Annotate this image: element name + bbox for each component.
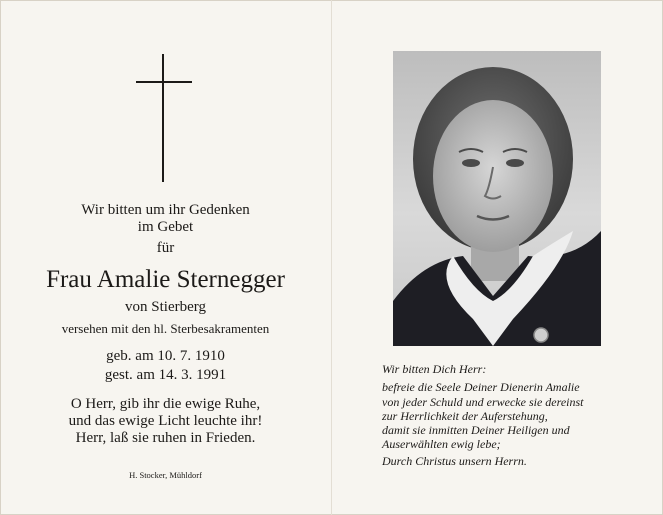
death-date: gest. am 14. 3. 1991 (104, 367, 227, 383)
blessing-line: und das ewige Licht leuchte ihr! (68, 413, 263, 429)
sacraments-line: versehen mit den hl. Sterbesakramenten (61, 321, 270, 336)
cross-icon (136, 54, 192, 182)
prayer-line: von jeder Schuld und erwecke sie dereinst (382, 395, 584, 409)
card-fold-line (331, 0, 332, 515)
prayer-line: Auserwählten ewig lebe; (382, 437, 501, 451)
blessing-line: Herr, laß sie ruhen in Frieden. (75, 430, 256, 446)
birth-date: geb. am 10. 7. 1910 (106, 348, 225, 364)
cross-horizontal-bar (136, 81, 192, 83)
remembrance-line-2: im Gebet (137, 219, 194, 235)
remembrance-line-3: für (156, 240, 175, 256)
portrait-photo (393, 51, 601, 346)
blessing-line: O Herr, gib ihr die ewige Ruhe, (70, 396, 261, 412)
deceased-name: Frau Amalie Sternegger (46, 266, 285, 293)
prayer-line: befreie die Seele Deiner Dienerin Amalie (382, 380, 580, 394)
left-panel (0, 0, 331, 515)
prayer-line: Wir bitten Dich Herr: (382, 362, 487, 376)
prayer-line: damit sie inmitten Deiner Heiligen und (382, 423, 570, 437)
remembrance-line-1: Wir bitten um ihr Gedenken (81, 202, 250, 218)
deceased-origin: von Stierberg (125, 299, 206, 315)
cross-vertical-bar (162, 54, 164, 182)
printer-credit: H. Stocker, Mühldorf (129, 470, 202, 480)
prayer-line: Durch Christus unsern Herrn. (382, 454, 527, 468)
portrait-illustration (393, 51, 601, 346)
prayer-line: zur Herrlichkeit der Auferstehung, (382, 409, 548, 423)
